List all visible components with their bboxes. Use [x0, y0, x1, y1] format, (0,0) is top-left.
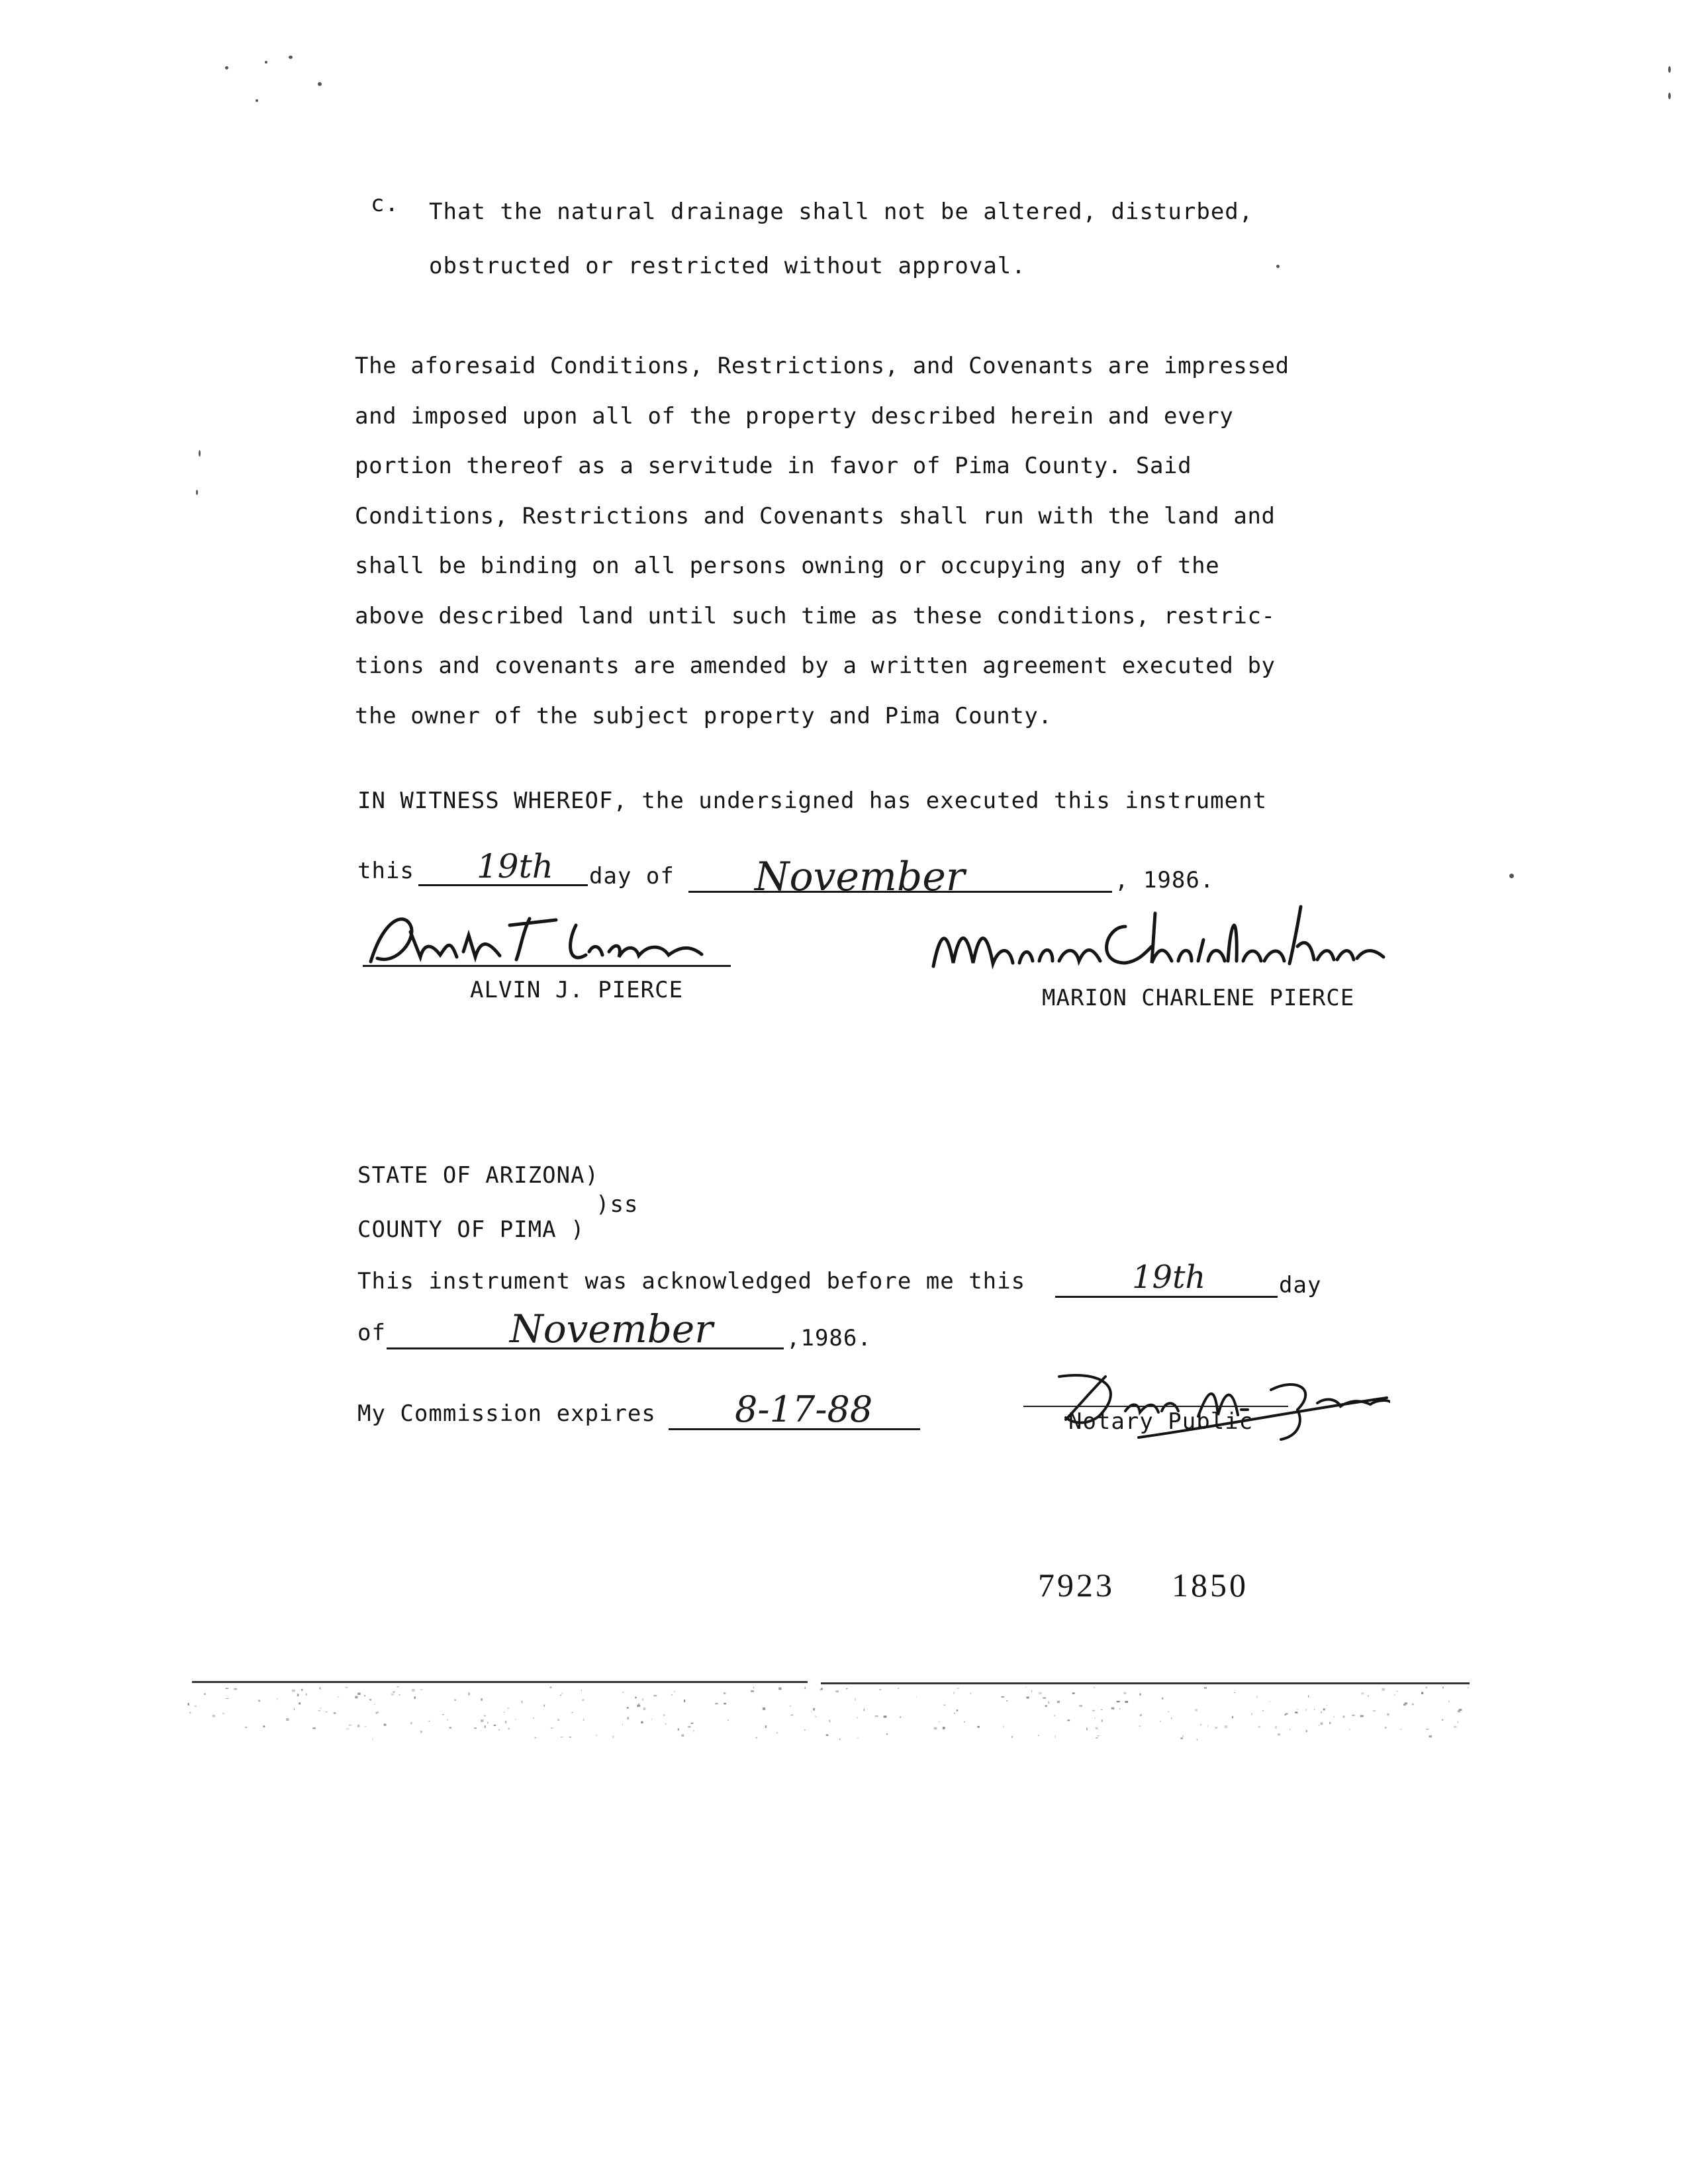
noise-dot [1459, 1709, 1462, 1711]
noise-dot [1197, 1739, 1198, 1740]
witness-day-handwritten: 19th [477, 847, 553, 886]
noise-dot [485, 1725, 486, 1728]
noise-dot [804, 1687, 806, 1690]
paragraph-line: the owner of the subject property and Pima County. [355, 702, 1053, 729]
noise-dot [1101, 1709, 1102, 1710]
noise-dot [320, 1687, 321, 1689]
witness-line: IN WITNESS WHEREOF, the undersigned has executed this instrument [357, 788, 1268, 814]
noise-dot [1321, 1711, 1322, 1713]
scan-speck [318, 82, 322, 86]
noise-dot [294, 1709, 295, 1711]
noise-dot [751, 1690, 754, 1692]
clause-c-marker: c. [371, 191, 399, 217]
noise-dot [189, 1711, 191, 1713]
noise-dot [1321, 1722, 1323, 1725]
scan-noise [185, 1686, 1476, 1746]
noise-dot [1117, 1701, 1120, 1702]
noise-dot [643, 1707, 646, 1710]
noise-dot [481, 1698, 483, 1701]
noise-dot [1289, 1729, 1290, 1730]
noise-dot [1225, 1725, 1228, 1728]
noise-dot [1454, 1726, 1457, 1728]
noise-dot [1448, 1700, 1449, 1702]
noise-dot [320, 1707, 321, 1709]
noise-dot [628, 1717, 629, 1719]
paragraph-line: Conditions, Restrictions and Covenants shall run with the land and [355, 502, 1276, 529]
scan-speck [289, 56, 293, 59]
scan-speck [196, 490, 198, 495]
noise-dot [277, 1698, 278, 1700]
noise-dot [1096, 1727, 1098, 1729]
ack-day-label: day [1279, 1272, 1322, 1298]
noise-dot [1207, 1725, 1208, 1727]
noise-dot [312, 1727, 316, 1729]
noise-dot [1054, 1715, 1055, 1717]
noise-dot [1098, 1735, 1100, 1736]
noise-dot [1068, 1719, 1070, 1721]
noise-dot [756, 1737, 757, 1739]
scan-speck [1668, 93, 1671, 99]
noise-dot [1394, 1694, 1395, 1696]
witness-day-of-label: day of [589, 863, 675, 889]
noise-dot [1362, 1692, 1364, 1694]
noise-dot [1026, 1687, 1027, 1688]
noise-dot [943, 1705, 946, 1706]
state-line: STATE OF ARIZONA) [357, 1162, 599, 1189]
noise-dot [641, 1721, 643, 1723]
noise-dot [1119, 1708, 1121, 1709]
noise-dot [391, 1694, 394, 1696]
noise-dot [534, 1737, 536, 1739]
noise-dot [826, 1735, 829, 1736]
scan-speck [225, 66, 228, 69]
recording-docket-number: 7923 [1038, 1567, 1115, 1604]
noise-dot [663, 1714, 665, 1716]
noise-dot [693, 1730, 694, 1731]
noise-dot [522, 1701, 523, 1704]
noise-dot [1001, 1696, 1004, 1698]
noise-dot [1072, 1692, 1075, 1694]
noise-dot [857, 1738, 859, 1739]
noise-dot [188, 1703, 189, 1706]
noise-dot [1329, 1722, 1331, 1724]
noise-dot [811, 1711, 812, 1713]
noise-dot [498, 1729, 500, 1730]
noise-dot [195, 1706, 197, 1707]
noise-dot [1387, 1713, 1389, 1715]
noise-dot [1095, 1717, 1096, 1719]
noise-dot [1011, 1736, 1012, 1738]
noise-dot [829, 1720, 831, 1723]
noise-dot [1204, 1687, 1207, 1688]
scan-edge-line [821, 1682, 1470, 1684]
noise-dot [855, 1698, 856, 1701]
noise-dot [1426, 1729, 1429, 1730]
noise-dot [1055, 1735, 1056, 1737]
noise-dot [346, 1729, 350, 1730]
noise-dot [374, 1704, 375, 1705]
noise-dot [494, 1725, 496, 1726]
noise-dot [551, 1728, 553, 1729]
noise-dot [1043, 1698, 1046, 1699]
noise-dot [1326, 1705, 1327, 1706]
noise-dot [318, 1710, 320, 1711]
noise-dot [1397, 1691, 1398, 1692]
noise-dot [245, 1727, 247, 1728]
noise-dot [1102, 1719, 1103, 1721]
noise-dot [691, 1723, 694, 1724]
noise-dot [651, 1719, 652, 1720]
noise-dot [1297, 1709, 1299, 1710]
noise-dot [1048, 1702, 1049, 1704]
noise-dot [338, 1696, 339, 1697]
noise-dot [778, 1688, 781, 1690]
noise-dot [1360, 1715, 1364, 1717]
noise-dot [681, 1735, 684, 1737]
noise-dot [1094, 1687, 1095, 1688]
signer2-name: MARION CHARLENE PIERCE [1042, 985, 1355, 1011]
noise-dot [1180, 1737, 1183, 1739]
noise-dot [642, 1698, 643, 1700]
noise-dot [1442, 1686, 1443, 1688]
noise-dot [420, 1689, 424, 1690]
noise-dot [1306, 1730, 1308, 1732]
noise-dot [543, 1705, 545, 1707]
noise-dot [821, 1688, 823, 1690]
noise-dot [596, 1735, 597, 1736]
noise-dot [1412, 1704, 1414, 1706]
noise-dot [297, 1694, 299, 1696]
noise-dot [813, 1708, 815, 1711]
noise-dot [1096, 1737, 1098, 1739]
noise-dot [875, 1715, 878, 1717]
noise-dot [884, 1715, 887, 1717]
noise-dot [727, 1719, 729, 1721]
noise-dot [454, 1700, 456, 1701]
noise-dot [1382, 1688, 1385, 1691]
marion-pierce-signature [927, 900, 1390, 979]
noise-dot [765, 1725, 767, 1728]
noise-dot [1256, 1696, 1258, 1698]
noise-dot [1421, 1692, 1423, 1694]
noise-dot [505, 1721, 506, 1723]
clause-c-line-1: That the natural drainage shall not be altered, disturbed, [429, 199, 1254, 225]
noise-dot [835, 1690, 839, 1692]
noise-dot [508, 1728, 510, 1730]
acknowledgment-label: This instrument was acknowledged before me this [357, 1268, 1026, 1295]
noise-dot [857, 1717, 858, 1718]
noise-dot [1003, 1726, 1004, 1728]
noise-dot [688, 1726, 690, 1728]
noise-dot [1168, 1711, 1170, 1712]
noise-dot [393, 1692, 395, 1693]
noise-dot [364, 1695, 365, 1696]
noise-dot [1140, 1714, 1142, 1716]
noise-dot [939, 1721, 941, 1722]
noise-dot [412, 1689, 415, 1692]
noise-dot [1368, 1695, 1369, 1697]
noise-dot [212, 1715, 215, 1717]
recording-page-number: 1850 [1172, 1567, 1248, 1604]
notary-line [1023, 1406, 1288, 1407]
noise-dot [557, 1719, 559, 1721]
scan-speck [1668, 66, 1671, 73]
noise-dot [582, 1699, 584, 1701]
noise-dot [550, 1686, 552, 1688]
noise-dot [1139, 1725, 1141, 1726]
noise-dot [357, 1693, 360, 1695]
noise-dot [1123, 1692, 1126, 1694]
noise-dot [678, 1729, 679, 1731]
noise-dot [1352, 1715, 1354, 1716]
commission-date-handwritten: 8-17-88 [735, 1388, 873, 1430]
noise-dot [776, 1732, 777, 1734]
noise-dot [1092, 1710, 1095, 1711]
noise-dot [286, 1718, 289, 1721]
noise-dot [376, 1713, 377, 1714]
noise-dot [724, 1692, 726, 1694]
ack-day-handwritten: 19th [1132, 1259, 1206, 1296]
noise-dot [1373, 1710, 1376, 1711]
scan-speck [199, 450, 201, 457]
noise-dot [1275, 1726, 1277, 1729]
noise-dot [481, 1719, 484, 1722]
noise-dot [1160, 1721, 1161, 1722]
noise-dot [226, 1698, 229, 1699]
ack-of-label: of [357, 1320, 386, 1346]
noise-dot [635, 1697, 636, 1699]
noise-dot [326, 1711, 328, 1712]
noise-dot [1234, 1692, 1235, 1693]
paragraph-line: shall be binding on all persons owning or occupying any of the [355, 553, 1220, 579]
county-line: COUNTY OF PIMA ) [357, 1216, 585, 1243]
paragraph-line: The aforesaid Conditions, Restrictions, and Covenants are impressed [355, 353, 1289, 379]
noise-dot [665, 1723, 667, 1725]
noise-dot [474, 1727, 477, 1729]
noise-dot [1403, 1704, 1406, 1706]
noise-dot [384, 1724, 387, 1726]
paragraph-line: portion thereof as a servitude in favor of Pima County. Said [355, 453, 1192, 479]
noise-dot [970, 1693, 971, 1694]
noise-dot [815, 1716, 816, 1717]
noise-dot [1195, 1709, 1197, 1711]
noise-dot [637, 1705, 641, 1707]
noise-dot [1162, 1698, 1163, 1700]
noise-dot [397, 1686, 399, 1687]
noise-dot [258, 1700, 260, 1702]
paragraph-line: above described land until such time as these conditions, restric- [355, 602, 1276, 629]
noise-dot [1252, 1713, 1253, 1715]
noise-dot [1140, 1694, 1141, 1696]
noise-dot [1458, 1721, 1459, 1723]
noise-dot [1458, 1711, 1461, 1713]
witness-month-handwritten: November [755, 854, 965, 900]
noise-dot [561, 1693, 563, 1694]
noise-dot [487, 1722, 489, 1724]
ack-month-handwritten: November [510, 1306, 713, 1351]
signer1-name: ALVIN J. PIERCE [470, 977, 684, 1003]
signer1-line [363, 965, 731, 967]
noise-dot [1111, 1707, 1115, 1709]
noise-dot [864, 1709, 865, 1711]
scan-speck [1276, 265, 1280, 268]
noise-dot [357, 1725, 359, 1727]
noise-dot [1200, 1724, 1201, 1726]
noise-dot [481, 1730, 482, 1731]
noise-dot [449, 1727, 452, 1729]
noise-dot [234, 1688, 237, 1690]
noise-dot [1079, 1705, 1082, 1707]
noise-dot [560, 1695, 561, 1696]
noise-dot [355, 1696, 357, 1699]
noise-dot [804, 1729, 806, 1730]
noise-dot [943, 1727, 945, 1729]
scan-speck [265, 61, 267, 64]
paragraph-line: tions and covenants are amended by a written agreement executed by [355, 653, 1276, 679]
noise-dot [886, 1733, 888, 1735]
noise-dot [954, 1692, 955, 1694]
commission-label: My Commission expires [357, 1400, 656, 1427]
noise-dot [1308, 1695, 1309, 1698]
noise-dot [674, 1691, 676, 1692]
noise-dot [410, 1722, 412, 1724]
noise-dot [1086, 1728, 1088, 1731]
noise-dot [1284, 1714, 1286, 1715]
noise-dot [1295, 1711, 1297, 1713]
witness-year-label: , 1986. [1115, 867, 1215, 893]
noise-dot [934, 1727, 937, 1730]
noise-dot [442, 1714, 444, 1715]
noise-dot [399, 1694, 400, 1696]
noise-dot [299, 1702, 301, 1704]
noise-dot [1006, 1700, 1008, 1701]
noise-dot [1349, 1729, 1350, 1730]
noise-dot [515, 1719, 516, 1720]
noise-dot [1342, 1715, 1344, 1717]
noise-dot [369, 1699, 371, 1700]
noise-dot [1031, 1690, 1032, 1692]
noise-dot [622, 1723, 623, 1726]
noise-dot [572, 1712, 573, 1713]
clause-c-line-2: obstructed or restricted without approval. [429, 253, 1026, 279]
witness-this-label: this [357, 858, 414, 884]
noise-dot [977, 1726, 980, 1728]
noise-dot [204, 1693, 205, 1695]
scan-speck [1509, 874, 1514, 878]
noise-dot [1057, 1701, 1060, 1703]
noise-dot [879, 1689, 881, 1690]
ss-line: )ss [596, 1191, 639, 1218]
noise-dot [292, 1690, 295, 1692]
noise-dot [957, 1709, 959, 1711]
noise-dot [1442, 1719, 1443, 1721]
noise-dot [1323, 1708, 1325, 1710]
noise-dot [263, 1725, 265, 1727]
noise-dot [954, 1713, 955, 1714]
noise-dot [1039, 1692, 1042, 1695]
noise-dot [334, 1712, 336, 1714]
paragraph-line: and imposed upon all of the property described herein and every [355, 402, 1234, 430]
noise-dot [724, 1703, 726, 1705]
noise-dot [583, 1719, 584, 1721]
noise-dot [1334, 1717, 1335, 1718]
noise-dot [627, 1707, 629, 1709]
noise-dot [581, 1690, 582, 1691]
noise-dot [1385, 1727, 1387, 1729]
noise-dot [222, 1713, 224, 1715]
alvin-pierce-signature [357, 905, 728, 978]
noise-dot [622, 1692, 625, 1693]
noise-dot [484, 1715, 485, 1717]
noise-dot [1429, 1735, 1432, 1737]
noise-dot [846, 1688, 848, 1690]
noise-dot [468, 1693, 469, 1696]
noise-dot [684, 1700, 685, 1702]
noise-dot [715, 1703, 718, 1704]
noise-dot [1183, 1735, 1184, 1737]
noise-dot [447, 1719, 448, 1721]
noise-dot [507, 1707, 509, 1709]
noise-dot [365, 1726, 366, 1727]
noise-dot [653, 1695, 657, 1697]
notary-public-label: Notary Public [1068, 1408, 1254, 1435]
noise-dot [1215, 1727, 1217, 1729]
noise-dot [420, 1731, 422, 1733]
noise-dot [671, 1694, 673, 1696]
ack-day-blank [1055, 1296, 1278, 1298]
noise-dot [839, 1739, 840, 1740]
covenants-paragraph [355, 341, 1368, 741]
noise-dot [753, 1687, 754, 1688]
noise-dot [226, 1688, 229, 1689]
noise-dot [301, 1689, 303, 1691]
noise-dot [900, 1716, 902, 1717]
scan-speck [256, 99, 258, 102]
scan-edge-line [192, 1681, 808, 1683]
noise-dot [1278, 1733, 1280, 1735]
noise-dot [1125, 1701, 1128, 1703]
noise-dot [1171, 1718, 1172, 1719]
noise-dot [763, 1707, 765, 1710]
noise-dot [898, 1688, 899, 1689]
noise-dot [1425, 1687, 1427, 1689]
noise-dot [1045, 1705, 1047, 1707]
noise-dot [1232, 1716, 1233, 1718]
noise-dot [916, 1696, 917, 1698]
ack-year-label: ,1986. [786, 1325, 872, 1351]
noise-dot [345, 1687, 348, 1688]
noise-dot [612, 1735, 614, 1738]
noise-dot [1262, 1710, 1264, 1711]
noise-dot [1258, 1726, 1260, 1728]
noise-dot [1306, 1709, 1307, 1711]
noise-dot [414, 1696, 416, 1699]
noise-dot [1038, 1735, 1039, 1737]
noise-dot [1027, 1697, 1029, 1699]
